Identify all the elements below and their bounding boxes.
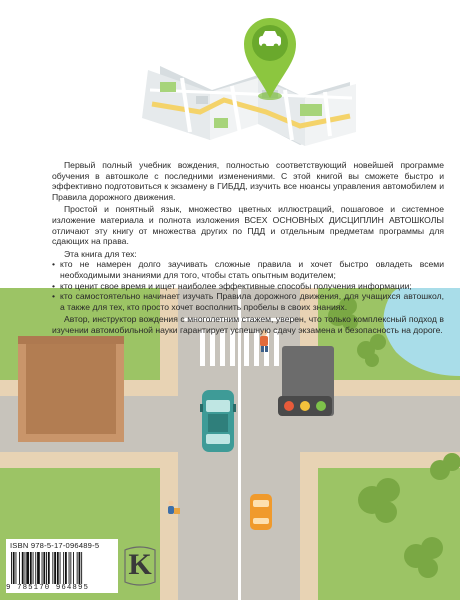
barcode-bar <box>25 552 26 584</box>
barcode-bar <box>22 552 24 584</box>
barcode-bar <box>26 552 29 584</box>
audience-item: • кто самостоятельно начинает изучать Правила дорожного движения, для учащихся автошкол, а также для тех, кто просто хочет восполнить пробелы в своих знаниях. <box>52 291 444 312</box>
barcode-bar <box>77 552 78 584</box>
barcode-block <box>6 539 118 593</box>
audience-title: Эта книга для тех: <box>64 248 137 259</box>
barcode-bar <box>70 552 71 584</box>
barcode-bar <box>33 552 34 584</box>
barcode-bar <box>60 552 61 584</box>
barcode-bar <box>19 552 20 584</box>
barcode-bar <box>73 552 74 584</box>
isbn-text: ISBN 978-5-17-096489-5 <box>10 541 100 550</box>
audience-item: • кто ценит свое время и ищет наиболее эффективные способы получения информации; <box>52 281 444 292</box>
description-paragraph-1: Первый полный учебник вождения, полностью соответствующий новейшей программе обучения в автошколе с последними изменениями. С этой книгой вы сможете быстро и эффективно подготовиться к экзамену в ГИБДД, изучить все нюансы управления автомобилем и Правила дорожного движения. <box>52 160 444 202</box>
barcode-bar <box>11 552 12 584</box>
barcode-bar <box>65 552 67 584</box>
barcode-bar <box>46 552 47 584</box>
barcode-bar <box>63 552 64 584</box>
orange-car <box>250 494 272 530</box>
description-paragraph-2: Простой и понятный язык, множество цветных иллюстраций, пошаговое и системное изложение материала и полнота изложения ВСЕХ ОСНОВНЫХ ДИСЦИПЛИН АВТОШКОЛЫ отличают эту книгу от множества других по ПДД и отдельным предметам программы для сдающих на права. <box>52 204 444 247</box>
barcode-bar <box>43 552 45 584</box>
barcode-bar <box>16 552 17 584</box>
publisher-logo <box>121 544 159 588</box>
barcode-number: 9 785170 964895 <box>6 584 90 592</box>
teal-car <box>200 390 236 452</box>
barcode-bar <box>69 552 70 584</box>
barcode-bar <box>79 552 81 584</box>
audience-item: • кто не намерен долго заучивать сложные правила и хочет быстро овладеть всеми необходимыми знаниями для того, чтобы стать опытным водителем; <box>52 259 444 280</box>
description-paragraph-3: Автор, инструктор вождения с многолетним стажем, уверен, что только комплексный подход в изучении автомобильной науки гарантирует успешную сдачу экзамена и безопасность на дороге. <box>52 314 444 335</box>
barcode-bar <box>42 552 43 584</box>
barcode-bar <box>57 552 59 584</box>
audience-list <box>52 259 444 312</box>
barcode-bar <box>37 552 40 584</box>
barcode-bar <box>30 552 32 584</box>
barcode-bar <box>54 552 56 584</box>
description-text <box>52 160 444 336</box>
barcode-bar <box>52 552 53 584</box>
barcode-bar <box>48 552 50 584</box>
barcode-image <box>10 552 114 584</box>
barcode-bar <box>35 552 36 584</box>
barcode-bar <box>81 552 82 584</box>
folded-map <box>142 66 356 146</box>
publisher-logo-letter: K <box>128 548 152 581</box>
barcode-bar <box>13 552 15 584</box>
